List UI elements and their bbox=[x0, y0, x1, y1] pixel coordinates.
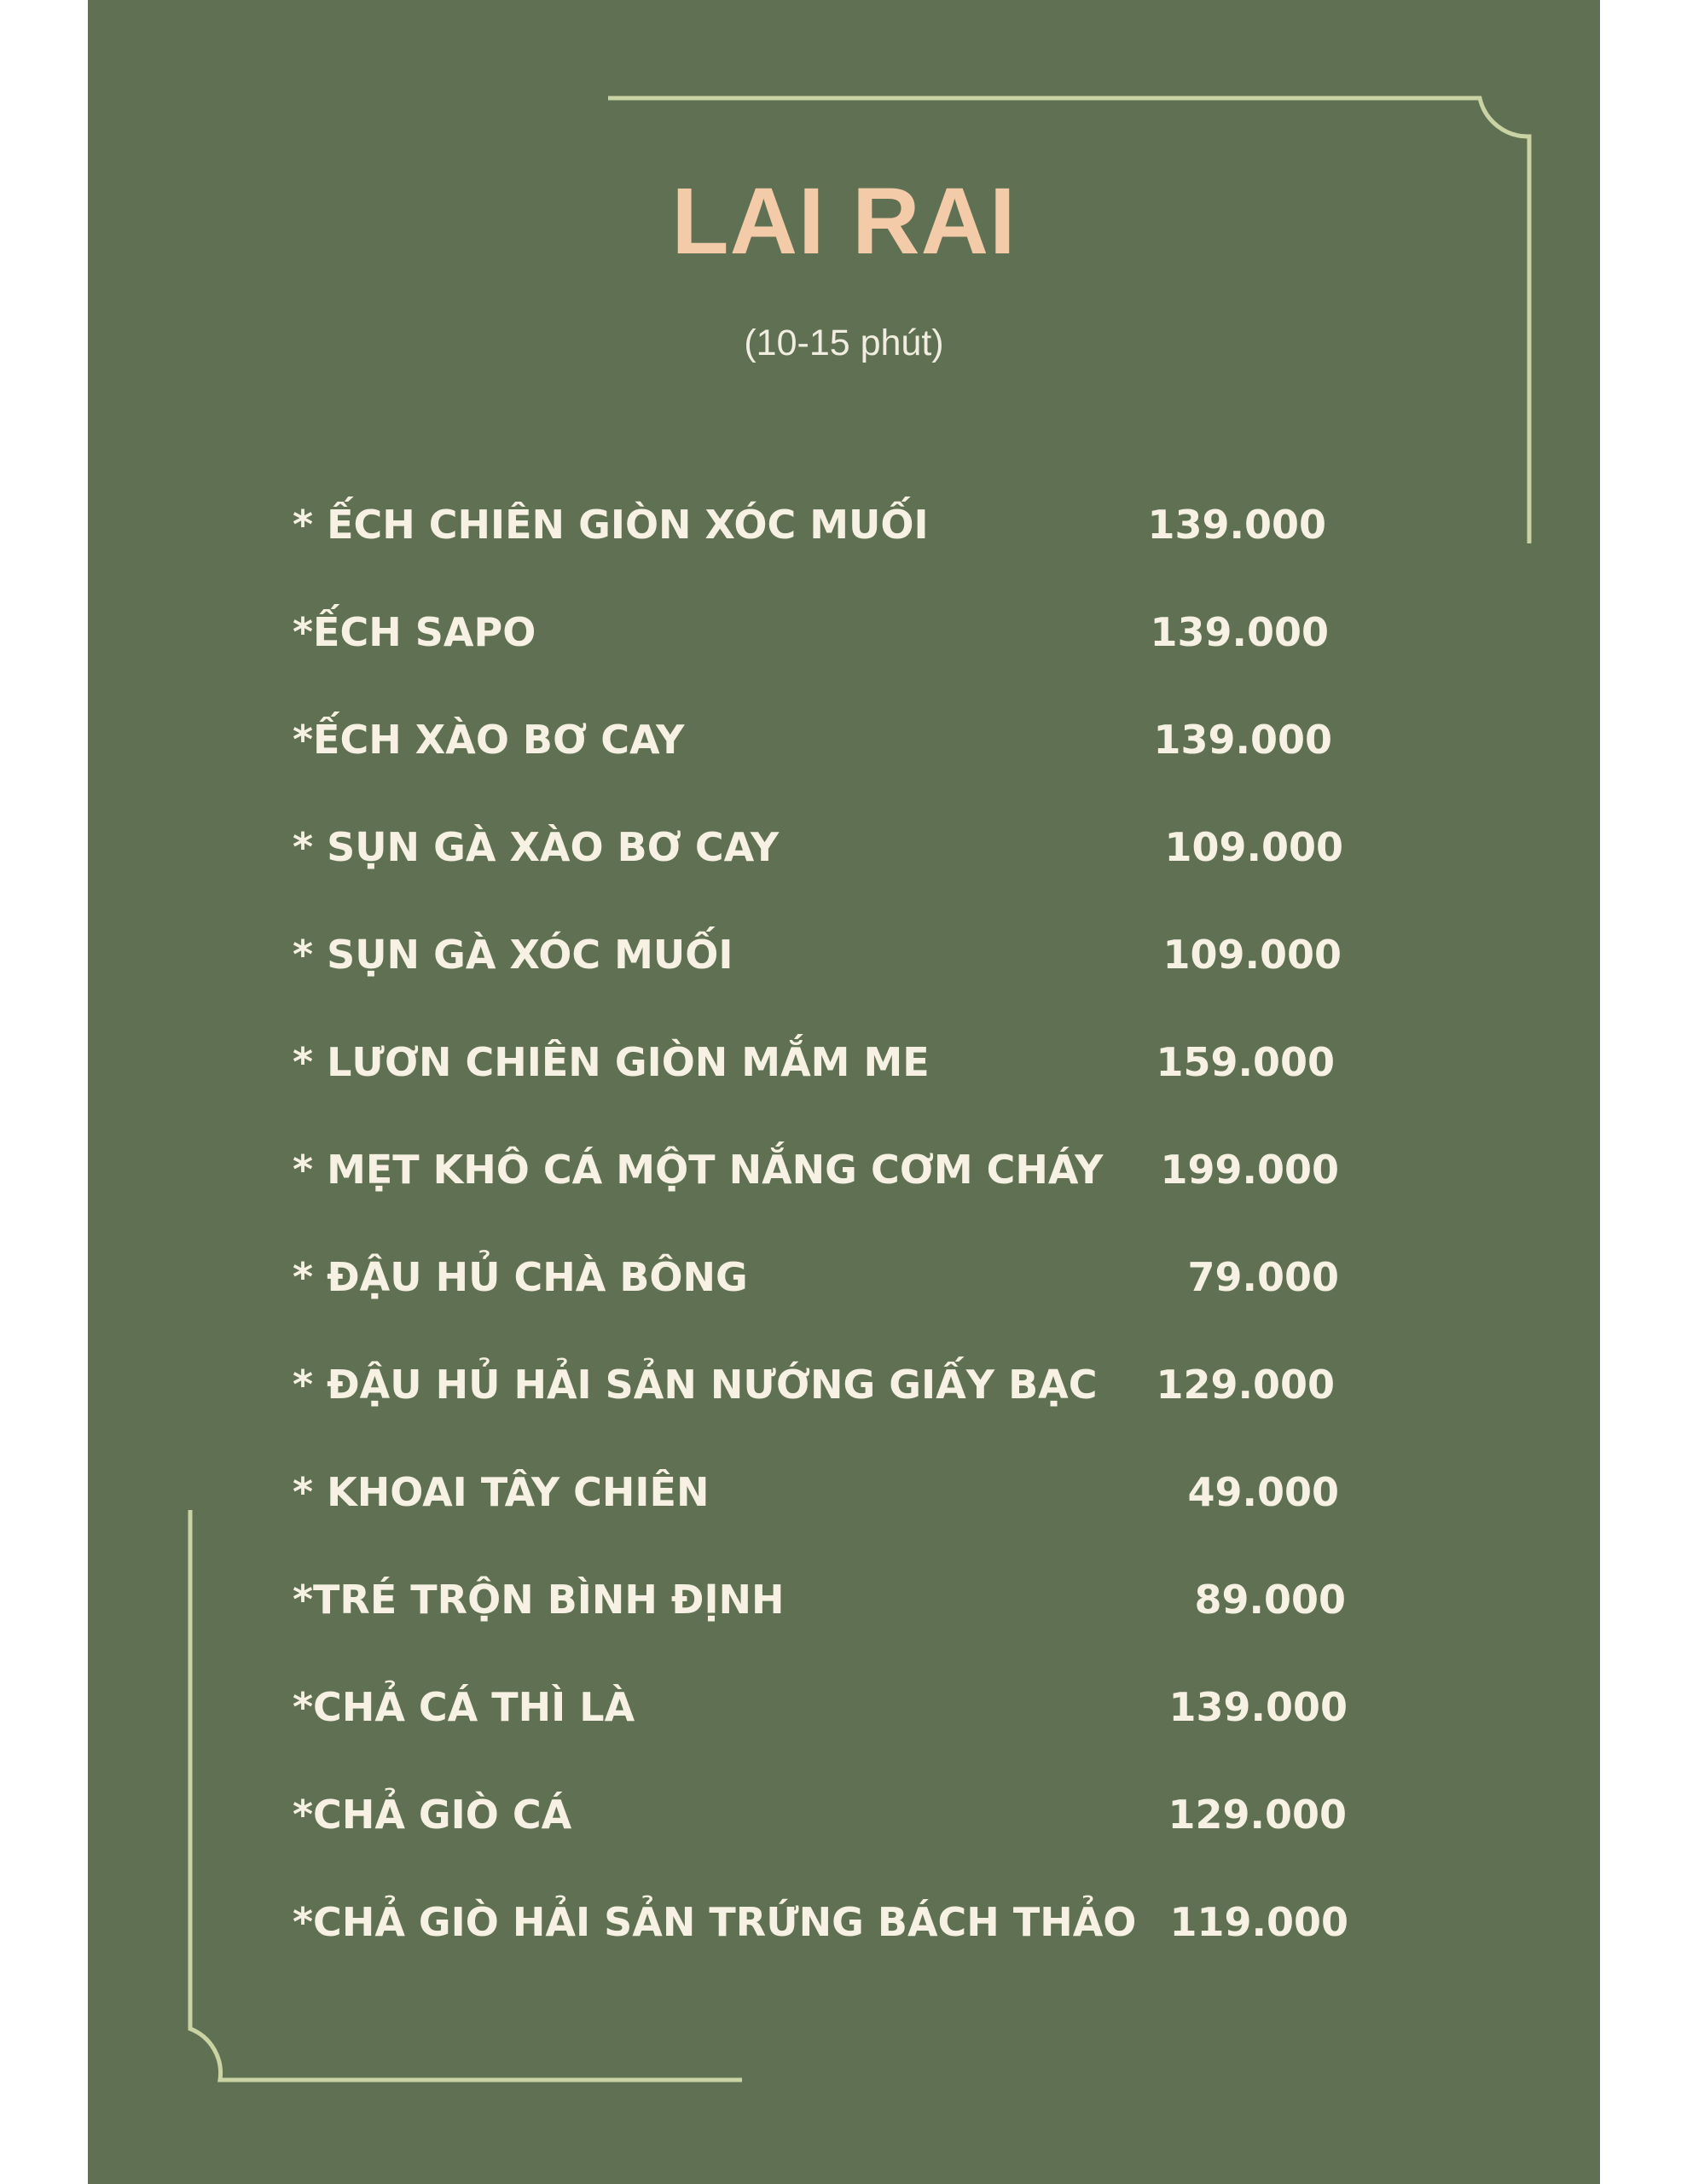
menu-item-price: 119.000 bbox=[1169, 1899, 1348, 1945]
menu-item bbox=[293, 1032, 1418, 1092]
menu-item bbox=[293, 1677, 1418, 1737]
menu-item-name: *ẾCH SAPO bbox=[293, 609, 536, 655]
menu-item-name: *CHẢ CÁ THÌ LÀ bbox=[293, 1684, 635, 1730]
menu-item-name: *ẾCH XÀO BƠ CAY bbox=[293, 717, 685, 763]
menu-item bbox=[293, 925, 1418, 985]
menu-item-name: * ẾCH CHIÊN GIÒN XÓC MUỐI bbox=[293, 502, 929, 548]
menu-item-price: 139.000 bbox=[1168, 1684, 1348, 1730]
frame-top-right-corner bbox=[608, 98, 1529, 543]
menu-subtitle: (10-15 phút) bbox=[744, 322, 944, 363]
menu-item-price: 129.000 bbox=[1168, 1792, 1347, 1838]
menu-item bbox=[293, 1785, 1418, 1844]
menu-item-price: 199.000 bbox=[1160, 1147, 1339, 1193]
menu-item bbox=[293, 1140, 1418, 1199]
menu-item-name: * SỤN GÀ XÀO BƠ CAY bbox=[293, 824, 780, 870]
menu-item bbox=[293, 817, 1418, 877]
menu-item-price: 109.000 bbox=[1164, 824, 1343, 870]
menu-item-name: *CHẢ GIÒ HẢI SẢN TRỨNG BÁCH THẢO bbox=[293, 1899, 1137, 1945]
menu-item-price: 49.000 bbox=[1187, 1469, 1339, 1515]
menu-item-price: 139.000 bbox=[1153, 717, 1332, 763]
menu-item-price: 139.000 bbox=[1147, 502, 1326, 548]
menu-item bbox=[293, 1355, 1418, 1414]
menu-item bbox=[293, 710, 1418, 770]
menu-item bbox=[293, 1570, 1418, 1629]
menu-title: LAI RAI bbox=[671, 169, 1017, 274]
menu-item-price: 139.000 bbox=[1150, 609, 1329, 655]
menu-item-name: * ĐẬU HỦ CHÀ BÔNG bbox=[293, 1254, 748, 1300]
menu-item bbox=[293, 602, 1418, 662]
menu-item-price: 79.000 bbox=[1187, 1254, 1339, 1300]
menu-item-name: * KHOAI TÂY CHIÊN bbox=[293, 1469, 710, 1515]
menu-item-price: 159.000 bbox=[1156, 1039, 1335, 1085]
menu-item-name: * LƯƠN CHIÊN GIÒN MẮM ME bbox=[293, 1039, 930, 1085]
menu-item-price: 109.000 bbox=[1162, 932, 1342, 978]
menu-item-name: * MẸT KHÔ CÁ MỘT NẮNG CƠM CHÁY bbox=[293, 1147, 1104, 1193]
menu-item-price: 129.000 bbox=[1156, 1362, 1335, 1408]
menu-item bbox=[293, 1247, 1418, 1307]
menu-item bbox=[293, 1462, 1418, 1522]
menu-item-name: * SỤN GÀ XÓC MUỐI bbox=[293, 932, 733, 978]
menu-item-name: *CHẢ GIÒ CÁ bbox=[293, 1792, 572, 1838]
menu-item-name: *TRÉ TRỘN BÌNH ĐỊNH bbox=[293, 1577, 785, 1623]
menu-item bbox=[293, 495, 1418, 555]
menu-item-name: * ĐẬU HỦ HẢI SẢN NƯỚNG GIẤY BẠC bbox=[293, 1362, 1098, 1408]
menu-item-price: 89.000 bbox=[1194, 1577, 1346, 1623]
menu-card bbox=[88, 0, 1600, 2184]
menu-item bbox=[293, 1892, 1418, 1952]
